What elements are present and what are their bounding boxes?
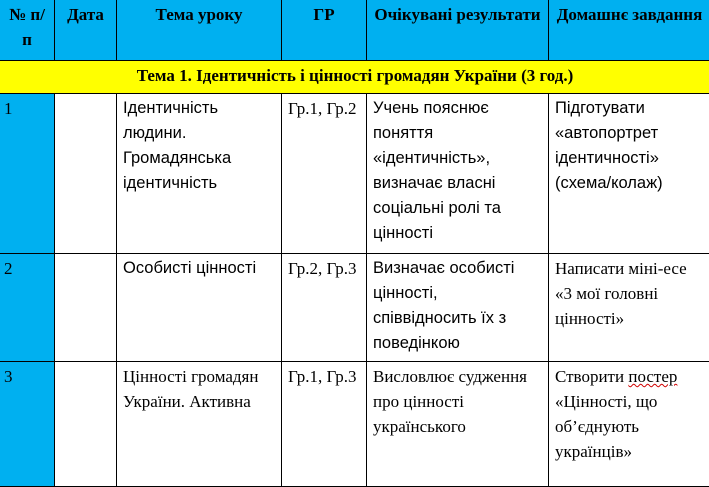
row-homework: Написати міні-есе «3 мої головні цінності»: [549, 254, 709, 362]
table-row: [0, 362, 709, 487]
header-row: [0, 0, 709, 61]
section-row: [0, 61, 709, 94]
row-homework: Підготувати «автопортрет ідентичності» (схема/колаж): [549, 94, 709, 254]
homework-text-start: Створити: [555, 367, 628, 386]
homework-text-end: «Цінності, що об’єднують українців»: [555, 392, 657, 461]
section-title: Тема 1. Ідентичність і цінності громадян України (3 год.): [0, 61, 709, 94]
row-topic: Особисті цінності: [117, 254, 282, 362]
row-date: [55, 94, 117, 254]
header-gr: ГР: [282, 0, 367, 61]
row-gr: Гр.1, Гр.3: [282, 362, 367, 487]
row-expected-results: Визначає особисті цінності, співвідносить їх з поведінкою: [367, 254, 549, 362]
row-number: 1: [0, 94, 55, 254]
header-expected-results: Очікувані результати: [367, 0, 549, 61]
header-number: № п/п: [0, 0, 55, 61]
row-homework: [549, 362, 709, 487]
row-topic: Цінності громадян України. Активна: [117, 362, 282, 487]
row-gr: Гр.1, Гр.2: [282, 94, 367, 254]
row-gr: Гр.2, Гр.3: [282, 254, 367, 362]
table-row: [0, 254, 709, 362]
header-homework: Домашнє завдання: [549, 0, 709, 61]
spellcheck-flagged-word: постер: [628, 367, 677, 386]
row-number: 2: [0, 254, 55, 362]
header-date: Дата: [55, 0, 117, 61]
row-expected-results: Учень пояснює поняття «ідентичність», визначає власні соціальні ролі та цінності: [367, 94, 549, 254]
row-date: [55, 362, 117, 487]
row-topic: Ідентичність людини. Громадянська ідентичність: [117, 94, 282, 254]
table-row: [0, 94, 709, 254]
row-number: 3: [0, 362, 55, 487]
header-topic: Тема уроку: [117, 0, 282, 61]
row-date: [55, 254, 117, 362]
row-expected-results: Висловлює судження про цінності українського: [367, 362, 549, 487]
